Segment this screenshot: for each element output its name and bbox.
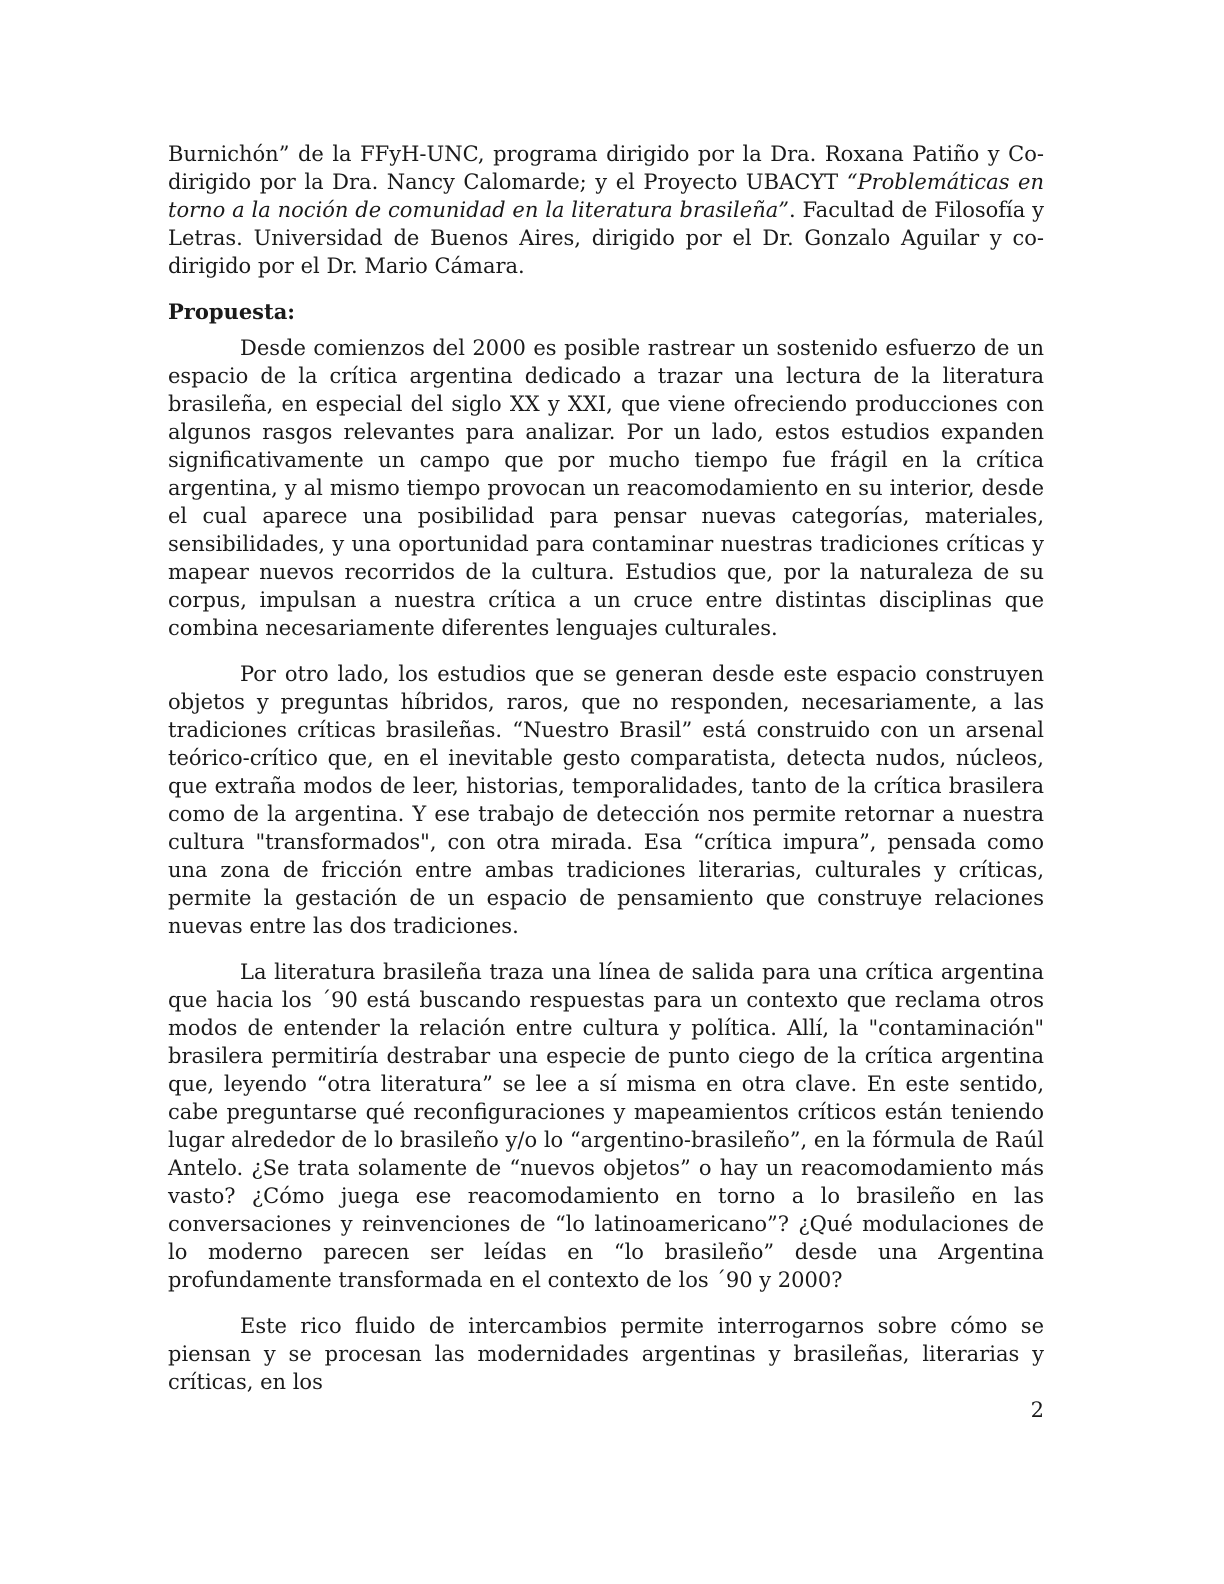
body-paragraph-3: La literatura brasileña traza una línea de salida para una crítica argentina que hacia los ´90 está buscando respuestas para un contexto que reclama otros modos de entender la relación entre cultura y política. Allí, la "contaminación" brasilera permitiría destrabar una especie de punto ciego de la crítica argentina que, leyendo “otra literatura” se lee a sí misma en otra clave. En este sentido, cabe preguntarse qué reconfiguraciones y mapeamientos críticos están teniendo lugar alrededor de lo brasileño y/o lo “argentino-brasileño”, en la fórmula de Raúl Antelo. ¿Se trata solamente de “nuevos objetos” o hay un reacomodamiento más vasto? ¿Cómo juega ese reacomodamiento en torno a lo brasileño en las conversaciones y reinvenciones de “lo latinoamericano”? ¿Qué modulaciones de lo moderno parecen ser leídas en “lo brasileño” desde una Argentina profundamente transformada en el contexto de los ´90 y 2000? xyxy=(168,960,1044,1292)
section-heading: Propuesta: xyxy=(168,299,296,324)
document-page xyxy=(168,140,1044,1396)
page-number: 2 xyxy=(1030,1398,1044,1422)
project-title: “Problemáticas en torno a la noción de comunidad en la literatura brasileña” xyxy=(168,170,1044,222)
body-paragraph-2: Por otro lado, los estudios que se generan desde este espacio construyen objetos y preguntas híbridos, raros, que no responden, necesariamente, a las tradiciones críticas brasileñas. “Nuestro Brasil” está construido con un arsenal teórico-crítico que, en el inevitable gesto comparatista, detecta nudos, núcleos, que extraña modos de leer, historias, temporalidades, tanto de la crítica brasilera como de la argentina. Y ese trabajo de detección nos permite retornar a nuestra cultura "transformados", con otra mirada. Esa “crítica impura”, pensada como una zona de fricción entre ambas tradiciones literarias, culturales y críticas, permite la gestación de un espacio de pensamiento que construye relaciones nuevas entre las dos tradiciones. xyxy=(168,662,1044,938)
intro-paragraph xyxy=(168,140,1044,280)
body-paragraph-4: Este rico fluido de intercambios permite interrogarnos sobre cómo se piensan y se procesan las modernidades argentinas y brasileñas, literarias y críticas, en los xyxy=(168,1314,1044,1394)
body-paragraph-1: Desde comienzos del 2000 es posible rastrear un sostenido esfuerzo de un espacio de la crítica argentina dedicado a trazar una lectura de la literatura brasileña, en especial del siglo XX y XXI, que viene ofreciendo producciones con algunos rasgos relevantes para analizar. Por un lado, estos estudios expanden significativamente un campo que por mucho tiempo fue frágil en la crítica argentina, y al mismo tiempo provocan un reacomodamiento en su interior, desde el cual aparece una posibilidad para pensar nuevas categorías, materiales, sensibilidades, y una oportunidad para contaminar nuestras tradiciones críticas y mapear nuevos recorridos de la cultura. Estudios que, por la naturaleza de su corpus, impulsan a nuestra crítica a un cruce entre distintas disciplinas que combina necesariamente diferentes lenguajes culturales. xyxy=(168,336,1044,640)
intro-text-before: Burnichón” de la FFyH-UNC, programa dirigido por la Dra. Roxana Patiño y Co-dirigido por la Dra. Nancy Calomarde; y el Proyecto UBACYT xyxy=(168,142,1044,194)
intro-text-after: . Facultad de Filosofía y Letras. Universidad de Buenos Aires, dirigido por el Dr. Gonzalo Aguilar y co-dirigido por el Dr. Mario Cámara. xyxy=(168,198,1044,278)
